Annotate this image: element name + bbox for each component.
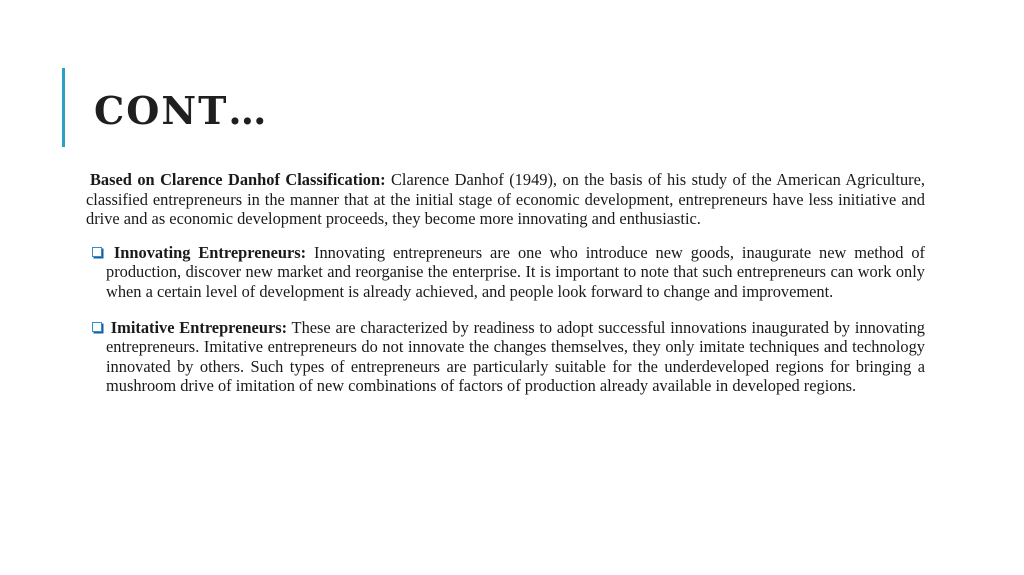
intro-paragraph <box>86 170 925 229</box>
hollow-square-bullet-icon <box>92 247 102 257</box>
bullet-text: Innovating entrepreneurs are one who introduce new goods, inaugurate new method of production, discover new market and reorganise the enterprise. It is important to note that such entrepreneurs can work only when a certain level of development is already achieved, and people look forward to change and improvement. <box>106 242 925 301</box>
slide-body <box>86 170 925 412</box>
bullet-innovating <box>106 243 925 302</box>
bullet-lead: Innovating Entrepreneurs: <box>113 242 307 262</box>
hollow-square-bullet-icon <box>92 322 102 332</box>
bullet-imitative <box>106 318 925 396</box>
intro-lead: Based on Clarence Danhof Classification: <box>90 170 386 189</box>
slide-title: CONT… <box>94 88 269 133</box>
title-accent-bar <box>62 68 65 147</box>
bullet-text: These are characterized by readiness to adopt successful innovations inaugurated by innovating entrepreneurs. Imitative entrepreneurs do not innovate the changes themselves, they only imitate techniques and technology innovated by others. Such types of entrepreneurs are particularly suitable for the underdeveloped regions for bringing a mushroom drive of imitation of new combinations of factors of production already available in developed regions. <box>106 317 925 396</box>
intro-text: Clarence Danhof (1949), on the basis of his study of the American Agriculture, classified entrepreneurs in the manner that at the initial stage of economic development, entrepreneurs have less initiative and drive and as economic development proceeds, they become more innovating and enthusiastic. <box>86 170 925 229</box>
bullet-lead: Imitative Entrepreneurs: <box>110 317 288 337</box>
